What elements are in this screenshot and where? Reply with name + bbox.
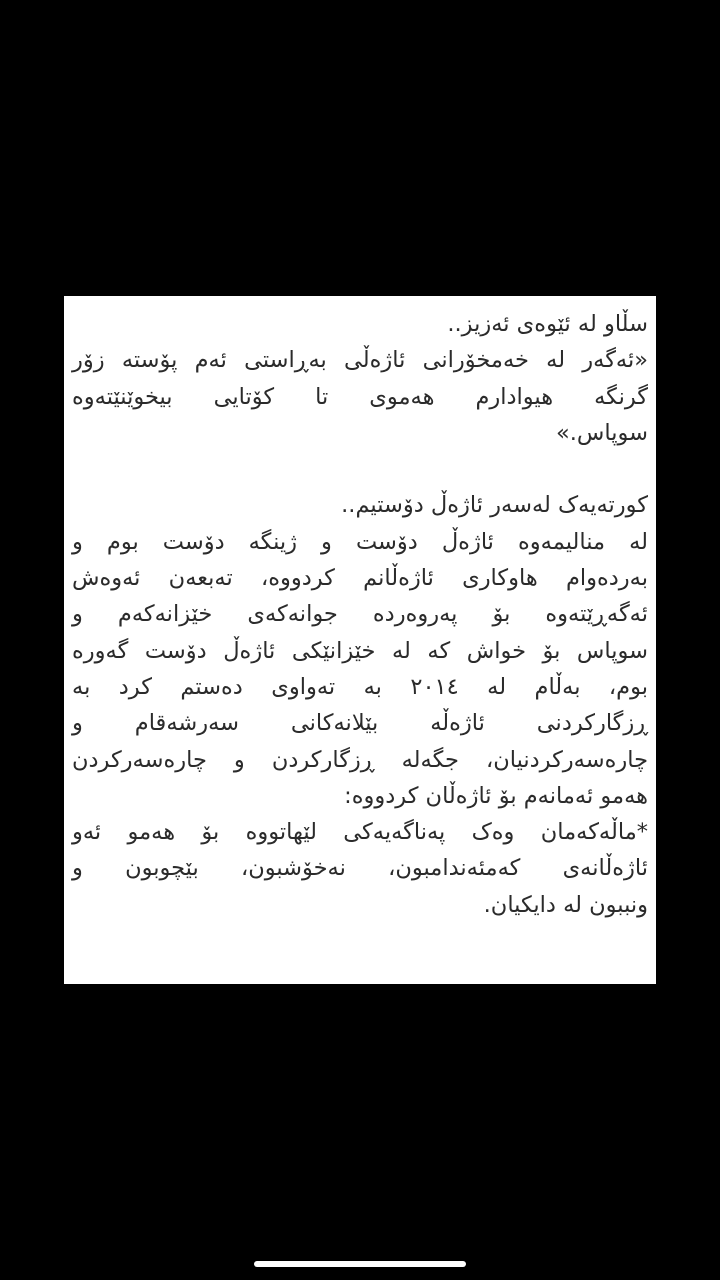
body-line: بوم، بەڵام لە ٢٠١٤ بە تەواوی دەستم کرد بە [72, 673, 648, 700]
body-line: ئەگەڕێتەوە بۆ پەروەردە جوانەکەی خێزانەکەم و [72, 601, 648, 628]
greeting-line: سڵاو لە ئێوەی ئەزیز.. [447, 311, 648, 337]
body-line: چارەسەرکردنیان، جگەلە ڕزگارکردن و چارەسەرکردن [72, 746, 648, 773]
bullet-line: *ماڵەکەمان وەک پەناگەیەکی لێهاتووە بۆ هەمو ئەو [72, 819, 648, 846]
bullet-line: ئاژەڵانەی کەمئەندامبون، نەخۆشبون، بێچوبون و [72, 855, 648, 882]
home-indicator[interactable] [254, 1261, 466, 1267]
intro-line: «ئەگەر لە خەمخۆرانی ئاژەڵی بەڕاستی ئەم پۆستە زۆر [72, 347, 648, 374]
body-line: بەردەوام هاوکاری ئاژەڵانم کردووە، تەبعەن ئەوەش [72, 565, 648, 592]
post-text-card [64, 296, 656, 984]
body-line: لە منالیمەوە ئاژەڵ دۆست و ژینگە دۆست بوم و [72, 528, 648, 555]
bullet-line: ونببون لە دایکیان. [483, 891, 648, 918]
intro-line: گرنگە هیوادارم هەموی تا کۆتایی بیخوێنێتەوە [72, 383, 648, 410]
body-line: سوپاس بۆ خواش کە لە خێزانێکی ئاژەڵ دۆست گەورە [72, 637, 648, 664]
intro-line: سوپاس.» [556, 419, 648, 446]
body-line: هەمو ئەمانەم بۆ ئاژەڵان کردووە: [344, 782, 648, 809]
body-line: ڕزگارکردنی ئاژەڵە بێلانەکانی سەرشەقام و [72, 710, 648, 737]
section-heading: کورتەیەک لەسەر ئاژەڵ دۆستیم.. [341, 492, 648, 519]
paragraph-gap [72, 451, 648, 487]
